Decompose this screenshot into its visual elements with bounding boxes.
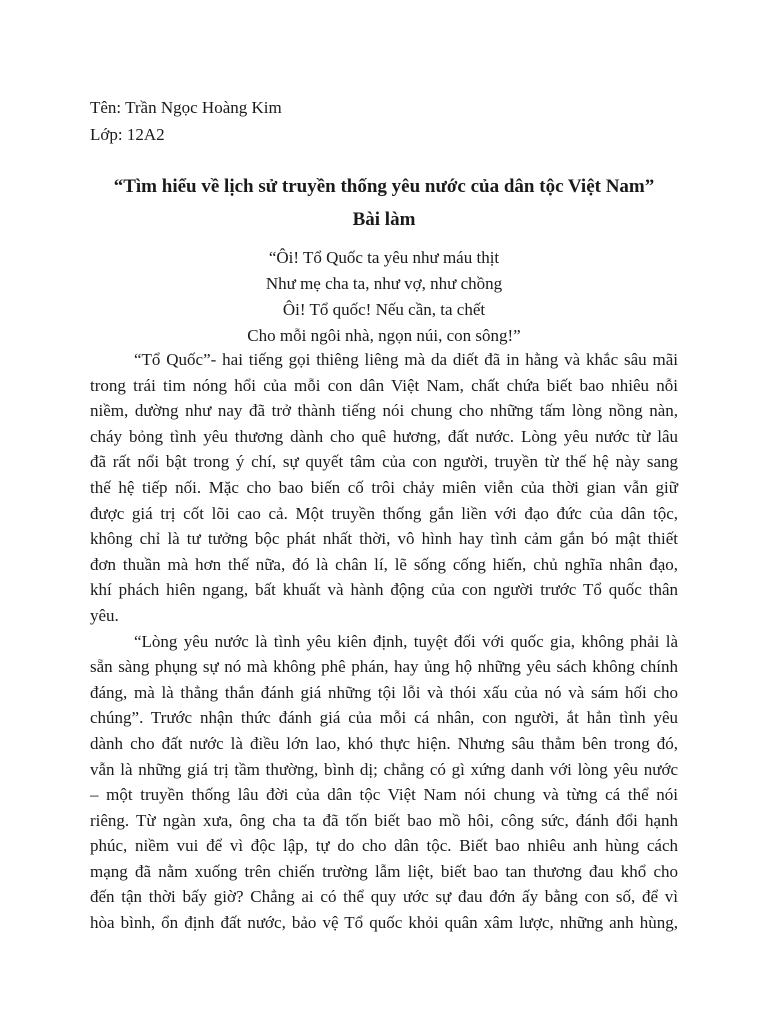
essay-body <box>90 347 678 936</box>
text-line: dành cho đất nước là điều lớn lao, khó thực hiện. Nhưng sâu thẳm bên trong đó, <box>90 733 678 753</box>
poem-line: “Ôi! Tổ Quốc ta yêu như máu thịt <box>268 248 500 267</box>
text-line: niềm, dường như nay đã trở thành tiếng nói chung cho những tấm lòng nồng nàn, <box>90 401 678 421</box>
text-line: đáng, mà là thẳng thắn đánh giá những tội lỗi và thói xấu của nó và sám hối cho <box>90 682 678 702</box>
text-line: trong trái tim nóng hổi của mỗi con dân Việt Nam, chất chứa biết bao nhiêu nỗi <box>90 375 678 395</box>
text-line: không chỉ là tư tưởng bộc phát nhất thời, vô hình hay tình cảm gắn bó mật thiết <box>90 529 678 549</box>
student-class: Lớp: 12A2 <box>90 125 165 144</box>
paragraph-2 <box>90 629 678 936</box>
poem-line: Ôi! Tổ quốc! Nếu cần, ta chết <box>282 300 486 319</box>
essay-title: “Tìm hiểu về lịch sử truyền thống yêu nước của dân tộc Việt Nam” <box>113 176 655 197</box>
text-line: đơn thuần mà hơn thế nữa, đó là chân lí, lẽ sống cống hiến, chủ nghĩa nhân đạo, <box>90 554 678 574</box>
text-line: sẵn sàng phụng sự nó mà không phê phán, hay ủng hộ những yêu sách không chính <box>90 657 678 677</box>
poem-quote <box>0 245 768 349</box>
text-line: hòa bình, ổn định đất nước, bảo vệ Tổ quốc khỏi quân xâm lược, những anh hùng, <box>90 913 678 933</box>
student-name: Tên: Trần Ngọc Hoàng Kim <box>90 98 282 117</box>
text-line: cháy bỏng tình yêu thương dành cho quê hương, đất nước. Lòng yêu nước từ lâu <box>90 426 678 446</box>
text-line: đã rất nổi bật trong ý chí, sự quyết tâm của con người, truyền từ thế hệ này sang <box>90 452 678 472</box>
text-line: – một truyền thống lâu đời của dân tộc Việt Nam nói chung và từng cá thể nói <box>90 785 678 805</box>
text-line: “Tổ Quốc”- hai tiếng gọi thiêng liêng mà da diết đã in hằng và khắc sâu mãi <box>134 350 678 369</box>
text-line: “Lòng yêu nước là tình yêu kiên định, tuyệt đối với quốc gia, không phải là <box>134 631 678 651</box>
text-line: chúng”. Trước nhận thức đánh giá của mỗi cá nhân, con người, ắt hẳn tình yêu <box>90 708 678 728</box>
text-line: riêng. Từ ngàn xưa, ông cha ta đã tốn biết bao mồ hôi, công sức, đánh đổi hạnh <box>90 810 678 830</box>
text-line: được giá trị cốt lõi cao cả. Một truyền thống gắn liền với đạo đức của dân tộc, <box>90 503 678 523</box>
paragraph-1 <box>90 347 678 629</box>
text-line: khí phách hiên ngang, bất khuất và hành động của con người trước Tổ quốc thân <box>90 580 678 600</box>
text-line: thế hệ tiếp nối. Mặc cho bao biến cố trôi chảy miên viễn của thời gian vẫn giữ <box>90 477 678 497</box>
poem-line: Như mẹ cha ta, như vợ, như chồng <box>265 274 503 293</box>
poem-line: Cho mỗi ngôi nhà, ngọn núi, con sông!” <box>247 326 521 345</box>
text-line: mạng đã nằm xuống trên chiến trường lẫm liệt, biết bao tan thương đau khổ cho <box>90 861 678 881</box>
text-line: yêu. <box>90 605 119 625</box>
text-line: phúc, niềm vui để vì độc lập, tự do cho dân tộc. Biết bao nhiêu anh hùng cách <box>90 836 678 856</box>
essay-subtitle: Bài làm <box>352 209 416 230</box>
text-line: vẫn là những giá trị tầm thường, bình dị; chẳng có gì xứng danh với lòng yêu nước <box>90 759 678 779</box>
text-line: đến tận thời bấy giờ? Chẳng ai có thể quy ước sự đau đớn ấy bằng con số, để vì <box>90 887 678 907</box>
